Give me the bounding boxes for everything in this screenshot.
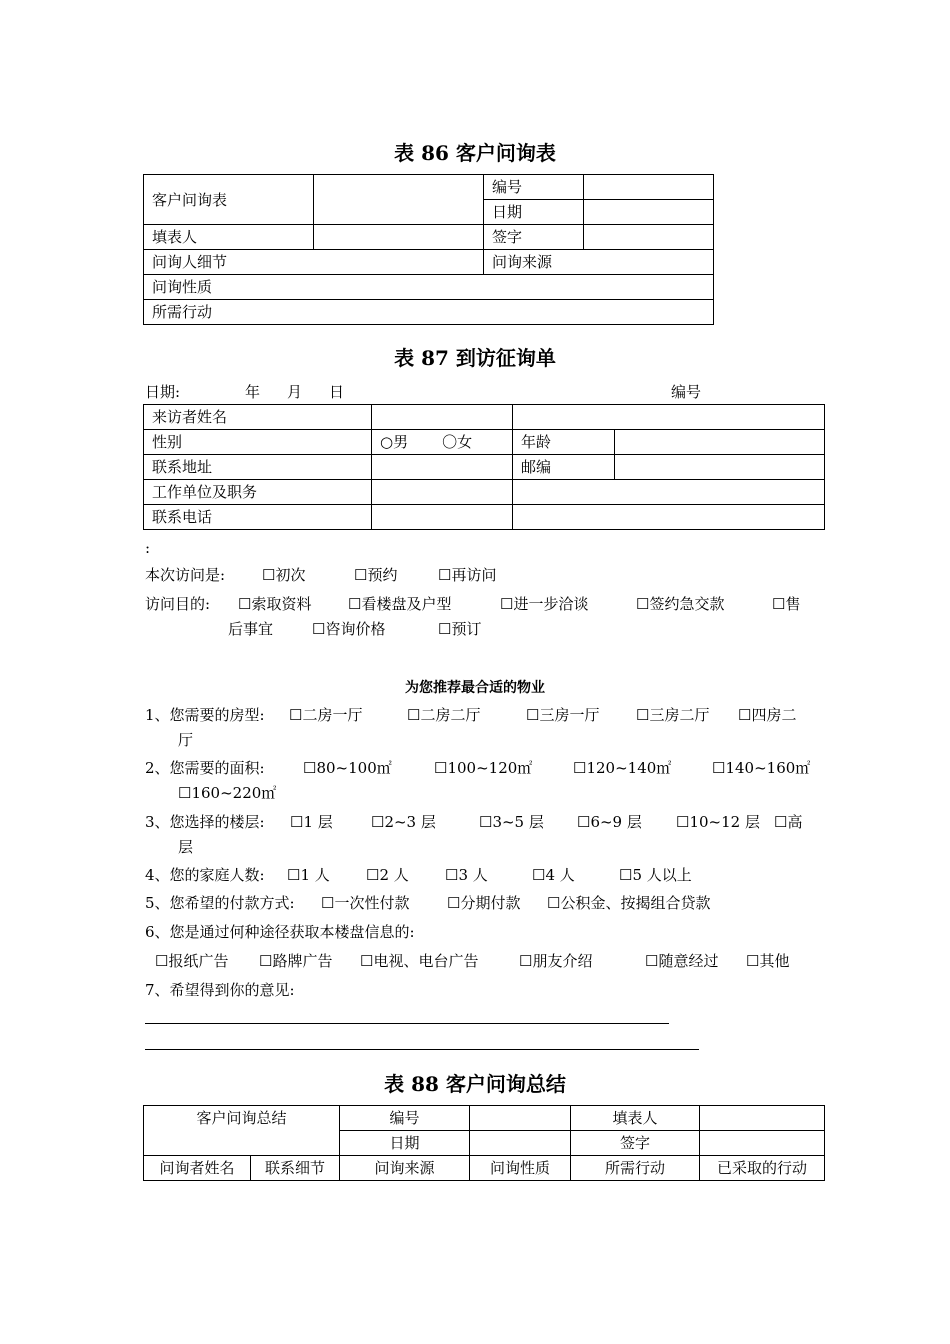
table88-title: 表 88 客户问询总结 (384, 1072, 566, 1096)
t87-gender-options (372, 430, 513, 455)
t87-number: 编号 (671, 383, 702, 401)
q3-option-1[interactable]: ☐1 层 (290, 813, 333, 831)
q3-option-2-3[interactable]: ☐2~3 层 (371, 813, 436, 831)
q2-option-80-100[interactable]: ☐80~100㎡ (303, 759, 392, 777)
visit-is-label: 本次访问是: (145, 566, 226, 584)
t86-signature-label: 签字 (484, 225, 584, 250)
t88-number-label: 编号 (340, 1106, 470, 1131)
q1-option-4b2l[interactable]: ☐四房二 (738, 706, 797, 724)
q2-option-100-120[interactable]: ☐100~120㎡ (434, 759, 533, 777)
t87-workplace-label: 工作单位及职务 (144, 480, 372, 505)
t86-date-label: 日期 (484, 200, 584, 225)
t86-filler-field[interactable] (314, 225, 484, 250)
t87-month: 月 (287, 383, 303, 401)
q4-option-5plus[interactable]: ☐5 人以上 (619, 866, 692, 884)
q4-option-4[interactable]: ☐4 人 (532, 866, 575, 884)
q1-option-2b1l[interactable]: ☐二房一厅 (289, 706, 363, 724)
q6-option-other[interactable]: ☐其他 (746, 952, 790, 970)
q4-option-3[interactable]: ☐3 人 (445, 866, 488, 884)
q3-wrap: 层 (178, 838, 194, 856)
t88-signature-field[interactable] (700, 1131, 825, 1156)
table87 (143, 404, 825, 530)
opinion-line-1[interactable] (145, 1023, 669, 1024)
q2-label: 2、您需要的面积: (145, 759, 265, 777)
q3-label: 3、您选择的楼层: (145, 813, 265, 831)
t86-date-field[interactable] (584, 200, 714, 225)
q6-option-passing-by[interactable]: ☐随意经过 (645, 952, 719, 970)
t88-col-inquiry-source: 问询来源 (340, 1156, 470, 1181)
t88-filler-label: 填表人 (571, 1106, 700, 1131)
t88-summary-label: 客户问询总结 (144, 1106, 340, 1156)
q6-option-newspaper[interactable]: ☐报纸广告 (155, 952, 229, 970)
q3-option-10-12[interactable]: ☐10~12 层 (676, 813, 760, 831)
t86-inquiry-form-field[interactable] (314, 175, 484, 225)
t86-number-label: 编号 (484, 175, 584, 200)
purpose-reserve-checkbox[interactable]: ☐预订 (438, 620, 482, 638)
female-radio[interactable]: 〇女 (442, 433, 473, 451)
q2-option-160-220[interactable]: ☐160~220㎡ (178, 784, 277, 802)
table88 (143, 1105, 825, 1181)
q7-label: 7、希望得到你的意见: (145, 981, 295, 999)
table86 (143, 174, 714, 325)
table87-title: 表 87 到访征询单 (394, 346, 556, 370)
purpose-label: 访问目的: (145, 595, 211, 613)
t88-col-contact-details: 联系细节 (251, 1156, 340, 1181)
t86-inquiry-nature[interactable]: 问询性质 (144, 275, 714, 300)
t87-date-prefix: 日期: (145, 383, 181, 401)
q4-option-1[interactable]: ☐1 人 (287, 866, 330, 884)
q5-option-lump-sum[interactable]: ☐一次性付款 (321, 894, 410, 912)
t87-postcode-label: 邮编 (513, 455, 615, 480)
t87-visitor-name-field[interactable] (372, 405, 513, 430)
purpose-view-checkbox[interactable]: ☐看楼盘及户型 (348, 595, 452, 613)
t86-signature-field[interactable] (584, 225, 714, 250)
visit-appointment-checkbox[interactable]: ☐预约 (354, 566, 398, 584)
survey-heading: 为您推荐最合适的物业 (405, 680, 545, 696)
t88-filler-field[interactable] (700, 1106, 825, 1131)
t88-col-action-needed: 所需行动 (571, 1156, 700, 1181)
t87-age-field[interactable] (615, 430, 825, 455)
t87-visitor-name-extra[interactable] (513, 405, 825, 430)
t87-age-label: 年龄 (513, 430, 615, 455)
t87-day: 日 (329, 383, 345, 401)
opinion-line-2[interactable] (145, 1049, 699, 1050)
purpose-negotiate-checkbox[interactable]: ☐进一步洽谈 (500, 595, 589, 613)
q2-option-140-160[interactable]: ☐140~160㎡ (712, 759, 811, 777)
q1-option-3b1l[interactable]: ☐三房一厅 (526, 706, 600, 724)
t88-col-inquirer-name: 问询者姓名 (144, 1156, 251, 1181)
t87-address-field[interactable] (372, 455, 513, 480)
t88-col-inquiry-nature: 问询性质 (470, 1156, 571, 1181)
q5-option-installment[interactable]: ☐分期付款 (447, 894, 521, 912)
purpose-sign-checkbox[interactable]: ☐签约急交款 (636, 595, 725, 613)
q1-option-3b2l[interactable]: ☐三房二厅 (636, 706, 710, 724)
t86-inquiry-source[interactable]: 问询来源 (484, 250, 714, 275)
t87-workplace-extra[interactable] (513, 480, 825, 505)
t87-workplace-field[interactable] (372, 480, 513, 505)
t87-phone-label: 联系电话 (144, 505, 372, 530)
q6-option-billboard[interactable]: ☐路牌广告 (259, 952, 333, 970)
t88-date-field[interactable] (470, 1131, 571, 1156)
t87-address-label: 联系地址 (144, 455, 372, 480)
q3-option-high[interactable]: ☐高 (774, 813, 803, 831)
t87-phone-extra[interactable] (513, 505, 825, 530)
visit-revisit-checkbox[interactable]: ☐再访问 (438, 566, 497, 584)
q2-option-120-140[interactable]: ☐120~140㎡ (573, 759, 672, 777)
q4-option-2[interactable]: ☐2 人 (366, 866, 409, 884)
q6-option-friend[interactable]: ☐朋友介绍 (519, 952, 593, 970)
t87-postcode-field[interactable] (615, 455, 825, 480)
t88-date-label: 日期 (340, 1131, 470, 1156)
q6-label: 6、您是通过何种途径获取本楼盘信息的: (145, 923, 415, 941)
t86-inquiry-form-label: 客户问询表 (144, 175, 314, 225)
q6-option-tv-radio[interactable]: ☐电视、电台广告 (360, 952, 479, 970)
t86-number-field[interactable] (584, 175, 714, 200)
t87-visitor-name-label: 来访者姓名 (144, 405, 372, 430)
q5-option-combined-loan[interactable]: ☐公积金、按揭组合贷款 (547, 894, 711, 912)
q1-wrap: 厅 (178, 731, 194, 749)
t86-inquirer-details[interactable]: 问询人细节 (144, 250, 484, 275)
t88-number-field[interactable] (470, 1106, 571, 1131)
q1-label: 1、您需要的房型: (145, 706, 265, 724)
t87-gender-label: 性别 (144, 430, 372, 455)
q3-option-6-9[interactable]: ☐6~9 层 (577, 813, 642, 831)
q1-option-2b2l[interactable]: ☐二房二厅 (407, 706, 481, 724)
q3-option-3-5[interactable]: ☐3~5 层 (479, 813, 544, 831)
t86-filler-label: 填表人 (144, 225, 314, 250)
male-radio[interactable]: ○男 (380, 433, 409, 451)
purpose-materials-checkbox[interactable]: ☐索取资料 (238, 595, 312, 613)
t88-signature-label: 签字 (571, 1131, 700, 1156)
table86-title: 表 86 客户问询表 (394, 141, 556, 165)
q5-label: 5、您希望的付款方式: (145, 894, 295, 912)
t88-col-action-taken: 已采取的行动 (700, 1156, 825, 1181)
purpose-price-checkbox[interactable]: ☐咨询价格 (312, 620, 386, 638)
visit-first-checkbox[interactable]: ☐初次 (262, 566, 306, 584)
t87-phone-field[interactable] (372, 505, 513, 530)
t87-year: 年 (245, 383, 261, 401)
t87-colon: : (145, 539, 151, 557)
purpose-aftersale-wrap: 后事宜 (228, 620, 274, 638)
t86-action-needed[interactable]: 所需行动 (144, 300, 714, 325)
q4-label: 4、您的家庭人数: (145, 866, 265, 884)
purpose-aftersale-checkbox[interactable]: ☐售 (772, 595, 801, 613)
